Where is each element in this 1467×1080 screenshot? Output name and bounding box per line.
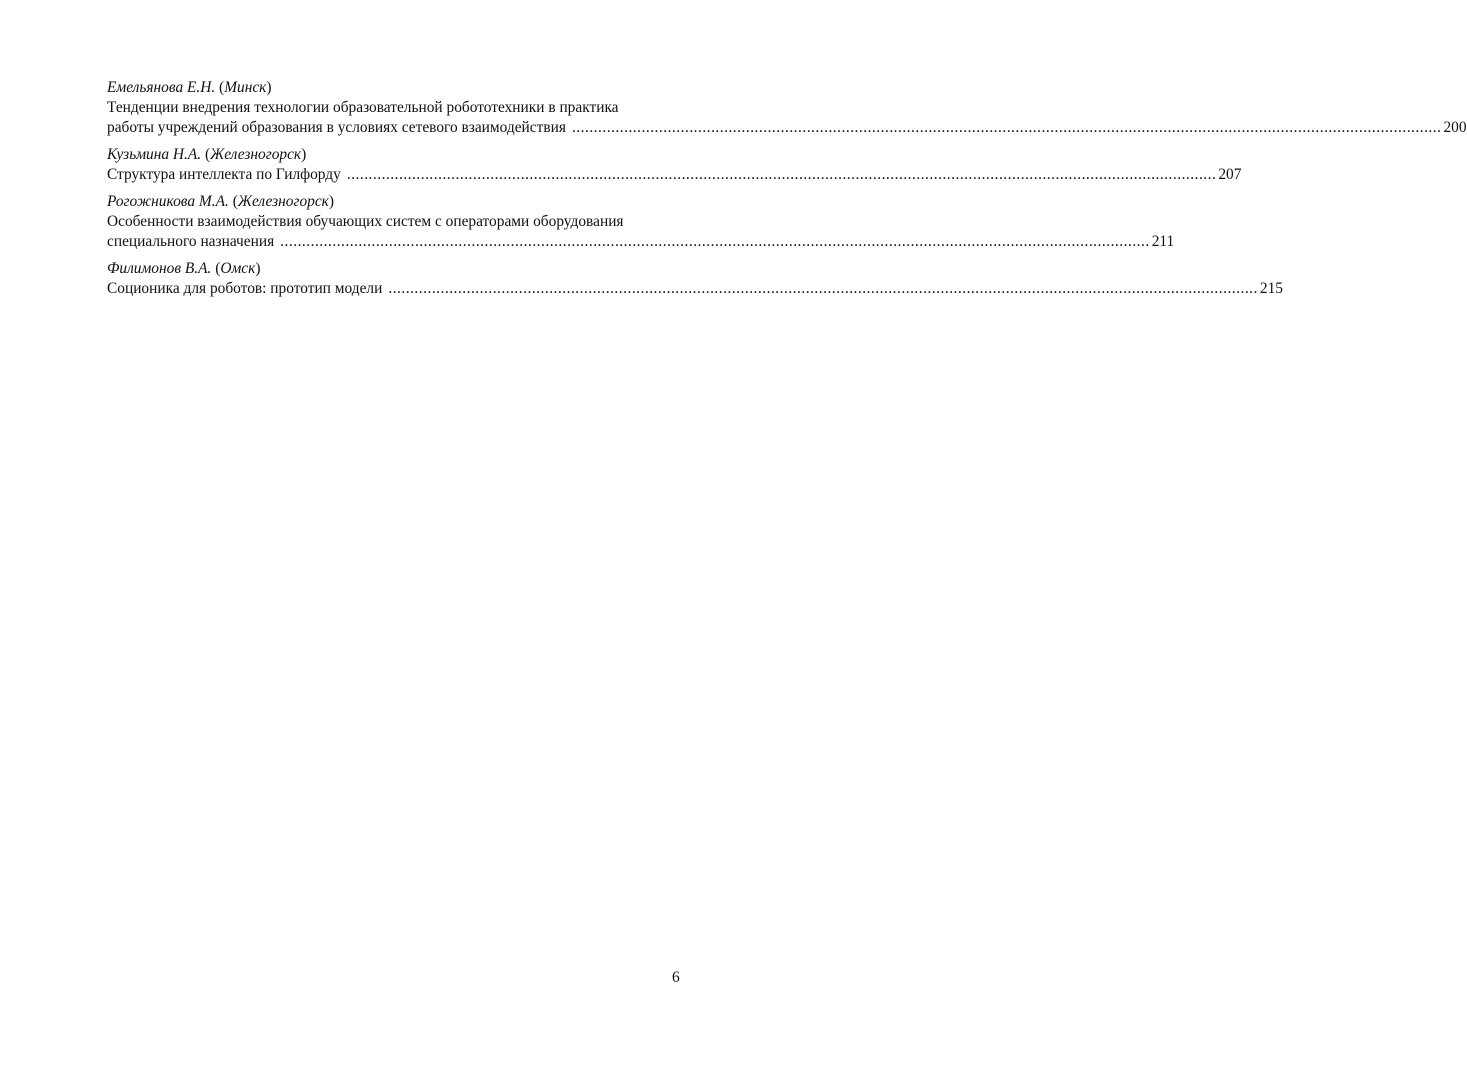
toc-leader-dots: ........................................................................................................................................................................................................ [346,166,1217,183]
toc-title-last-line[interactable] [107,118,1467,138]
toc-author: Филимонов В.А. [107,260,212,277]
toc-entry [107,192,1175,252]
toc-page-number: 211 [1151,233,1175,250]
toc-author-line: Емельянова Е.Н. (Минск) [107,79,272,96]
toc-page-number: 207 [1218,166,1242,183]
toc-author: Емельянова Е.Н. [107,79,216,96]
table-of-contents [107,78,1467,306]
page-number: 6 [672,969,680,986]
toc-entry [107,259,1283,299]
toc-leader-dots: ........................................................................................................................................................................................................ [388,280,1258,297]
toc-city: Минск [224,79,267,96]
toc-entry [107,78,1467,138]
toc-author: Рогожникова М.А. [107,193,229,210]
toc-author-line: Филимонов В.А. (Омск) [107,260,261,277]
toc-page-number: 215 [1259,280,1283,297]
toc-title-text: работы учреждений образования в условиях сетевого взаимодействия [107,119,566,136]
toc-city: Омск [220,260,256,277]
toc-title-last-line[interactable] [107,232,1175,252]
toc-title-text: Соционика для роботов: прототип модели [107,280,383,297]
toc-title-last-line[interactable] [107,165,1242,185]
toc-author-line: Кузьмина Н.А. (Железногорск) [107,146,307,163]
toc-title-text: Структура интеллекта по Гилфорду [107,166,341,183]
toc-city: Железногорск [210,146,302,163]
toc-city: Железногорск [237,193,329,210]
toc-entry [107,145,1242,185]
toc-leader-dots: ........................................................................................................................................................................................................ [571,119,1442,136]
toc-author: Кузьмина Н.А. [107,146,202,163]
toc-author-line: Рогожникова М.А. (Железногорск) [107,193,335,210]
toc-page-number: 200 [1443,119,1467,136]
toc-title-last-line[interactable] [107,279,1283,299]
toc-title-line: Тенденции внедрения технологии образовательной робототехники в практика [107,99,619,116]
toc-title-line: Особенности взаимодействия обучающих систем с операторами оборудования [107,213,624,230]
toc-title-text: специального назначения [107,233,275,250]
toc-leader-dots: ........................................................................................................................................................................................................ [280,233,1150,250]
